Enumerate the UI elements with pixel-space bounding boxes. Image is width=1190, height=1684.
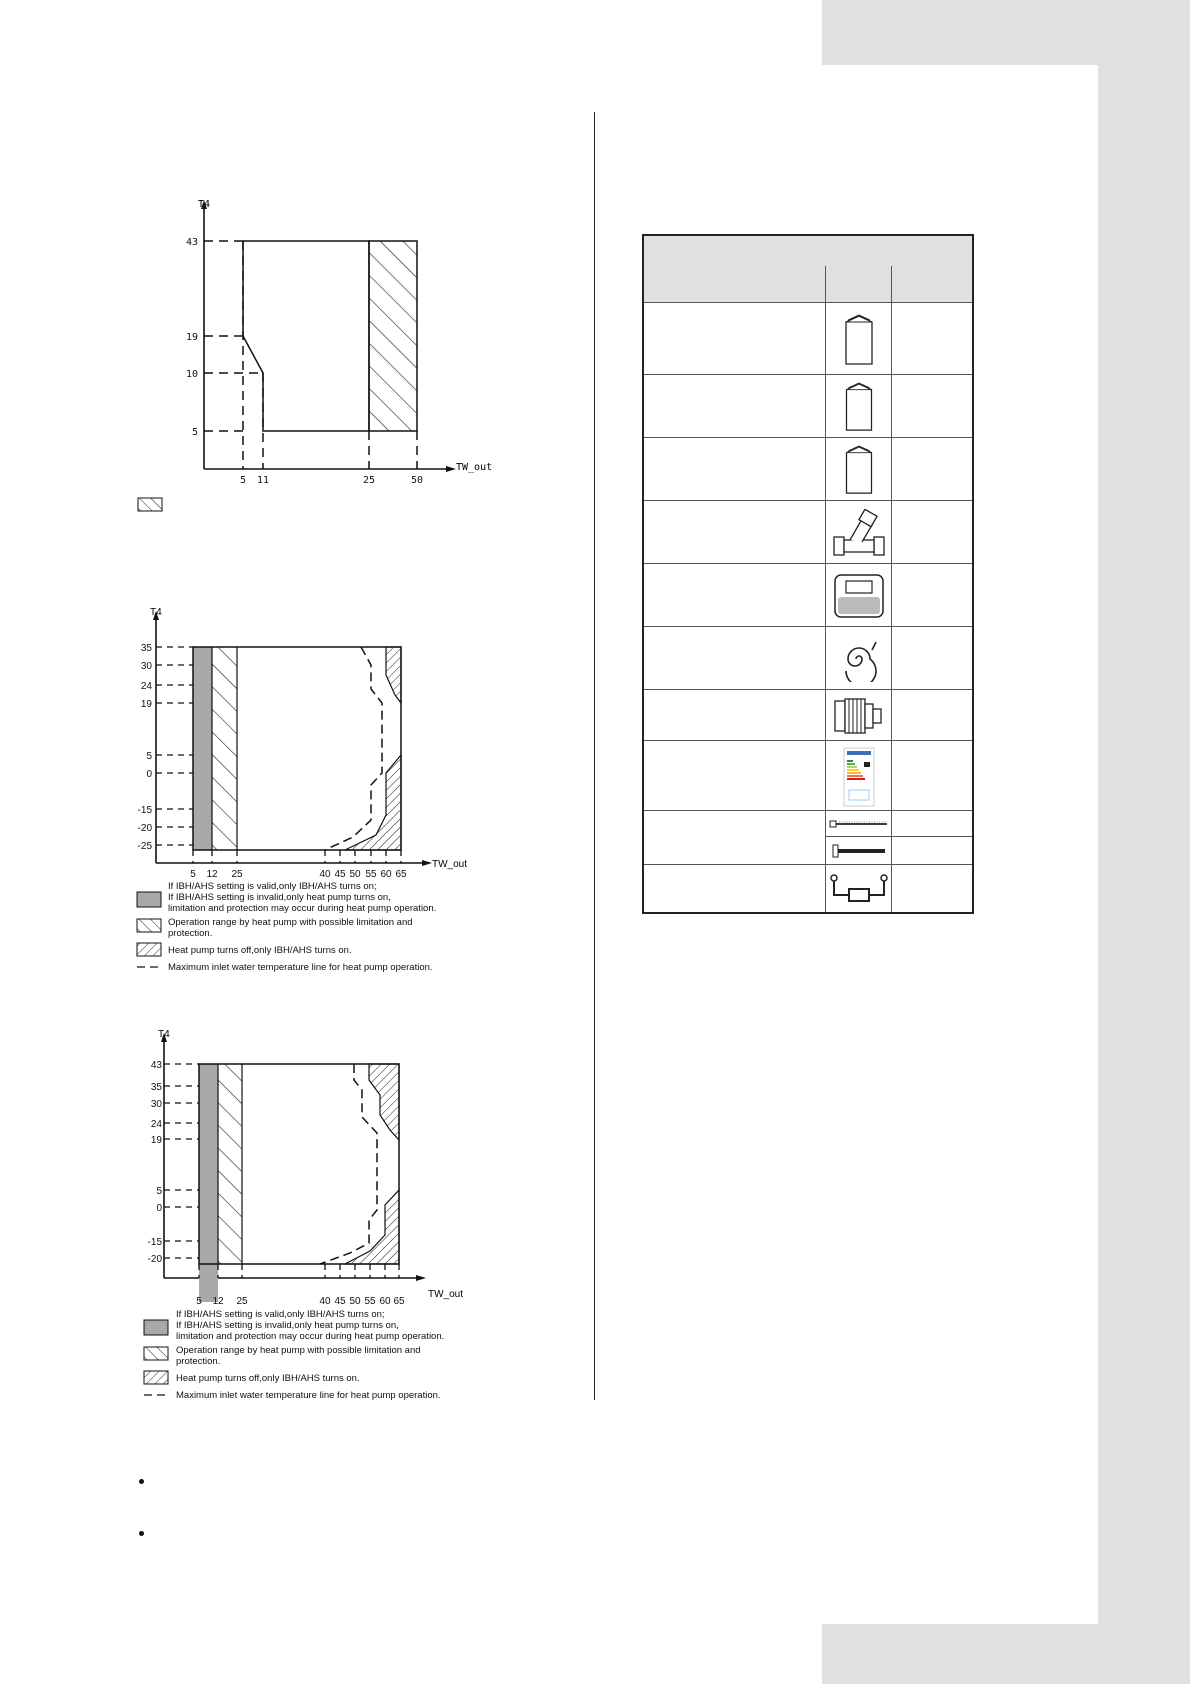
y-tick: -15 bbox=[137, 805, 152, 816]
max-inlet-line bbox=[320, 1064, 377, 1264]
y-axis-label: T4 bbox=[158, 1029, 170, 1040]
legend-text: If IBH/AHS setting is valid,only IBH/AHS turns on; bbox=[176, 1309, 385, 1320]
legend-text: If IBH/AHS setting is invalid,only heat pump turns on, bbox=[176, 1320, 399, 1331]
x-tick: 45 bbox=[334, 1296, 346, 1307]
corner-tab-top-side bbox=[1098, 0, 1190, 1684]
legend-swatch-hatched bbox=[144, 1347, 168, 1360]
cable-tie-icon bbox=[826, 812, 892, 836]
legend-swatch-dense bbox=[137, 943, 161, 956]
y-tick: 30 bbox=[150, 1099, 162, 1110]
x-tick: 50 bbox=[349, 1296, 361, 1307]
legend-text: Maximum inlet water temperature line for heat pump operation. bbox=[168, 962, 433, 973]
x-tick: 50 bbox=[349, 869, 361, 880]
chart-3 bbox=[140, 1025, 510, 1405]
legend-text: protection. bbox=[168, 928, 213, 939]
manual-icon bbox=[826, 306, 892, 374]
max-inlet-line bbox=[325, 647, 382, 850]
legend-swatch-hatched bbox=[138, 498, 162, 511]
accessories-table bbox=[642, 234, 974, 914]
y-tick: 0 bbox=[146, 769, 152, 780]
table-header bbox=[644, 236, 972, 267]
connector-icon bbox=[826, 691, 892, 741]
legend-swatch-grey bbox=[144, 1320, 168, 1335]
legend-text: limitation and protection may occur during heat pump operation. bbox=[176, 1331, 445, 1342]
heat-pump-off-region-bottom bbox=[345, 755, 401, 850]
y-tick: 0 bbox=[156, 1203, 162, 1214]
legend-text: Operation range by heat pump with possible limitation and bbox=[168, 917, 413, 928]
manual-icon bbox=[826, 376, 892, 438]
x-tick: 25 bbox=[236, 1296, 248, 1307]
legend-swatch-grey bbox=[137, 892, 161, 907]
x-tick: 65 bbox=[395, 869, 407, 880]
y-tick: 24 bbox=[150, 1119, 162, 1130]
operation-range bbox=[243, 241, 369, 431]
x-tick: 5 bbox=[239, 475, 247, 486]
x-tick: 50 bbox=[410, 475, 424, 486]
x-tick: 55 bbox=[365, 869, 377, 880]
cable-tie-icon bbox=[826, 838, 892, 864]
chart-2 bbox=[130, 605, 500, 975]
y-tick: -20 bbox=[137, 823, 152, 834]
heat-pump-off-region-top bbox=[386, 647, 401, 703]
y-tick: 19 bbox=[140, 699, 152, 710]
table-subheader bbox=[644, 266, 972, 302]
corner-tab-bottom bbox=[822, 1624, 1190, 1684]
y-tick: 19 bbox=[150, 1135, 162, 1146]
y-tick: 10 bbox=[185, 369, 198, 380]
x-tick: 45 bbox=[334, 869, 346, 880]
y-axis-label: T4 bbox=[150, 607, 162, 618]
x-tick: 40 bbox=[319, 869, 331, 880]
y-axis-label: T4 bbox=[198, 199, 211, 210]
coiled-cable-icon bbox=[826, 628, 892, 690]
chart-1 bbox=[130, 195, 500, 515]
energy-label-icon bbox=[826, 742, 892, 812]
y-tick: 30 bbox=[140, 661, 152, 672]
legend-text: limitation and protection may occur during heat pump operation. bbox=[168, 903, 437, 914]
legend-text: Heat pump turns off,only IBH/AHS turns on. bbox=[168, 945, 352, 956]
y-tick: 35 bbox=[140, 643, 152, 654]
bullet bbox=[139, 1479, 144, 1484]
x-tick: 55 bbox=[364, 1296, 376, 1307]
y-tick: 19 bbox=[185, 332, 198, 343]
heat-pump-limited-region bbox=[218, 1064, 242, 1264]
x-tick: 25 bbox=[231, 869, 243, 880]
legend-text: Heat pump turns off,only IBH/AHS turns on. bbox=[176, 1373, 360, 1384]
wired-controller-icon bbox=[826, 565, 892, 627]
legend-text: protection. bbox=[176, 1356, 221, 1367]
y-tick: 24 bbox=[140, 681, 152, 692]
x-tick: 5 bbox=[196, 1296, 202, 1307]
x-tick: 60 bbox=[379, 1296, 391, 1307]
heat-pump-limited-region bbox=[212, 647, 237, 850]
sensor-cable-icon bbox=[826, 866, 892, 912]
manual-icon bbox=[826, 439, 892, 501]
legend-text: Operation range by heat pump with possible limitation and bbox=[176, 1345, 421, 1356]
legend-text: Maximum inlet water temperature line for heat pump operation. bbox=[176, 1390, 441, 1401]
y-tick: -20 bbox=[147, 1254, 162, 1265]
x-tick: 5 bbox=[190, 869, 196, 880]
y-tick: 5 bbox=[146, 751, 152, 762]
legend-text: If IBH/AHS setting is invalid,only heat pump turns on, bbox=[168, 892, 391, 903]
x-tick: 12 bbox=[206, 869, 218, 880]
y-tick: 35 bbox=[150, 1082, 162, 1093]
legend-text: If IBH/AHS setting is valid,only IBH/AHS turns on; bbox=[168, 881, 377, 892]
x-axis-label: TW_out bbox=[456, 462, 493, 473]
y-tick: -15 bbox=[147, 1237, 162, 1248]
column-divider bbox=[594, 112, 595, 1400]
x-axis-label: TW_out bbox=[428, 1289, 464, 1300]
x-tick: 11 bbox=[256, 475, 270, 486]
x-tick: 65 bbox=[393, 1296, 405, 1307]
x-axis-label: TW_out bbox=[432, 859, 468, 870]
y-tick: 43 bbox=[150, 1060, 162, 1071]
x-tick: 12 bbox=[212, 1296, 224, 1307]
bullet bbox=[139, 1531, 144, 1536]
x-tick: 25 bbox=[362, 475, 376, 486]
legend-swatch-dense bbox=[144, 1371, 168, 1384]
ibh-region bbox=[193, 647, 212, 850]
x-tick: 60 bbox=[380, 869, 392, 880]
ibh-region bbox=[199, 1064, 218, 1302]
x-tick: 40 bbox=[319, 1296, 331, 1307]
legend-swatch-hatched bbox=[137, 919, 161, 932]
y-tick: -25 bbox=[137, 841, 152, 852]
y-filter-icon bbox=[826, 502, 892, 564]
y-tick: 5 bbox=[156, 1186, 162, 1197]
y-tick: 43 bbox=[185, 237, 198, 248]
y-tick: 5 bbox=[191, 427, 198, 438]
hatched-region bbox=[369, 241, 417, 431]
heat-pump-off-region-bottom bbox=[345, 1190, 399, 1264]
